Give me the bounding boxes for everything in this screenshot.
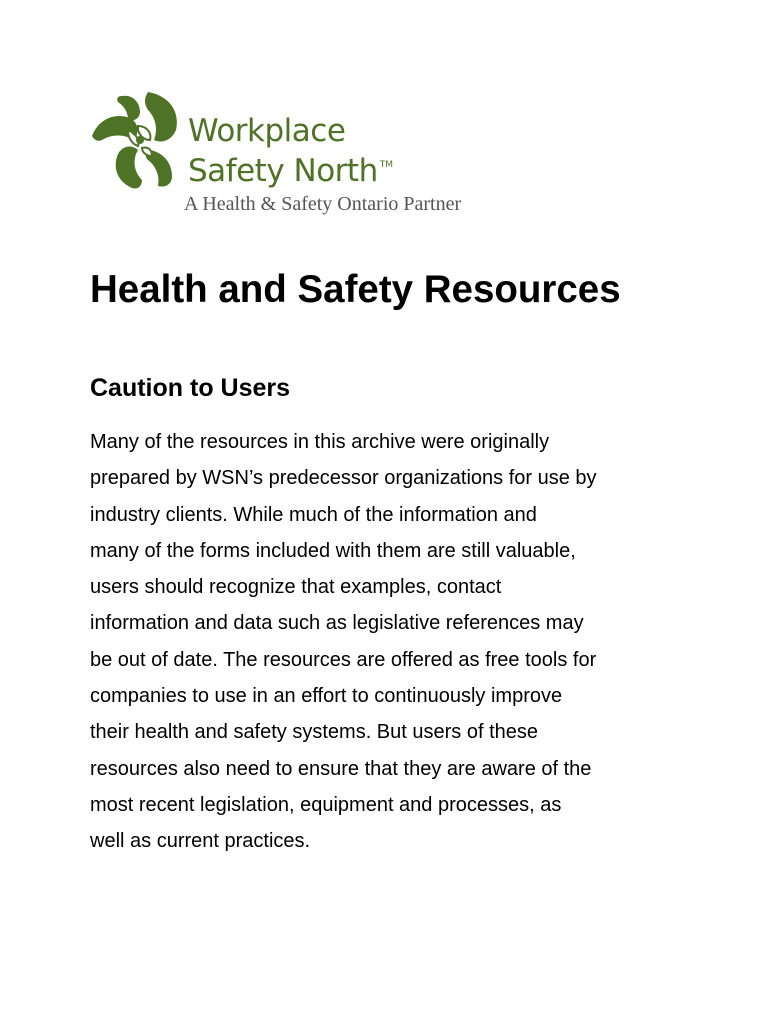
paragraph-line: users should recognize that examples, contact xyxy=(90,576,502,599)
trademark-mark: TM xyxy=(379,160,393,170)
paragraph-line: most recent legislation, equipment and processes, as xyxy=(90,793,562,816)
caution-paragraph xyxy=(90,424,597,860)
wsn-logo xyxy=(88,90,518,222)
paragraph-line: resources also need to ensure that they are aware of the xyxy=(90,757,592,780)
paragraph-line: industry clients. While much of the information and xyxy=(90,503,537,526)
paragraph-line: their health and safety systems. But users of these xyxy=(90,721,539,744)
paragraph-line: well as current practices. xyxy=(90,830,311,853)
logo-tagline: A Health & Safety Ontario Partner xyxy=(184,193,462,215)
logo-name-line-2 xyxy=(188,148,393,188)
paragraph-line: Many of the resources in this archive were originally xyxy=(90,431,550,453)
logo-name-line-1 xyxy=(188,114,345,148)
page-title: Health and Safety Resources xyxy=(90,268,621,311)
section-heading: Caution to Users xyxy=(90,374,291,402)
paragraph-line: prepared by WSN’s predecessor organizations for use by xyxy=(90,467,597,490)
logo-name-text-2: Safety North xyxy=(188,153,378,189)
paragraph-line: many of the forms included with them are still valuable, xyxy=(90,539,576,562)
trillium-logo-icon xyxy=(88,90,184,190)
logo-name-text-1: Workplace xyxy=(188,113,346,149)
paragraph-line: information and data such as legislative references may xyxy=(90,612,584,635)
paragraph-line: be out of date. The resources are offered as free tools for xyxy=(90,648,597,671)
paragraph-line: companies to use in an effort to continuously improve xyxy=(90,685,563,708)
